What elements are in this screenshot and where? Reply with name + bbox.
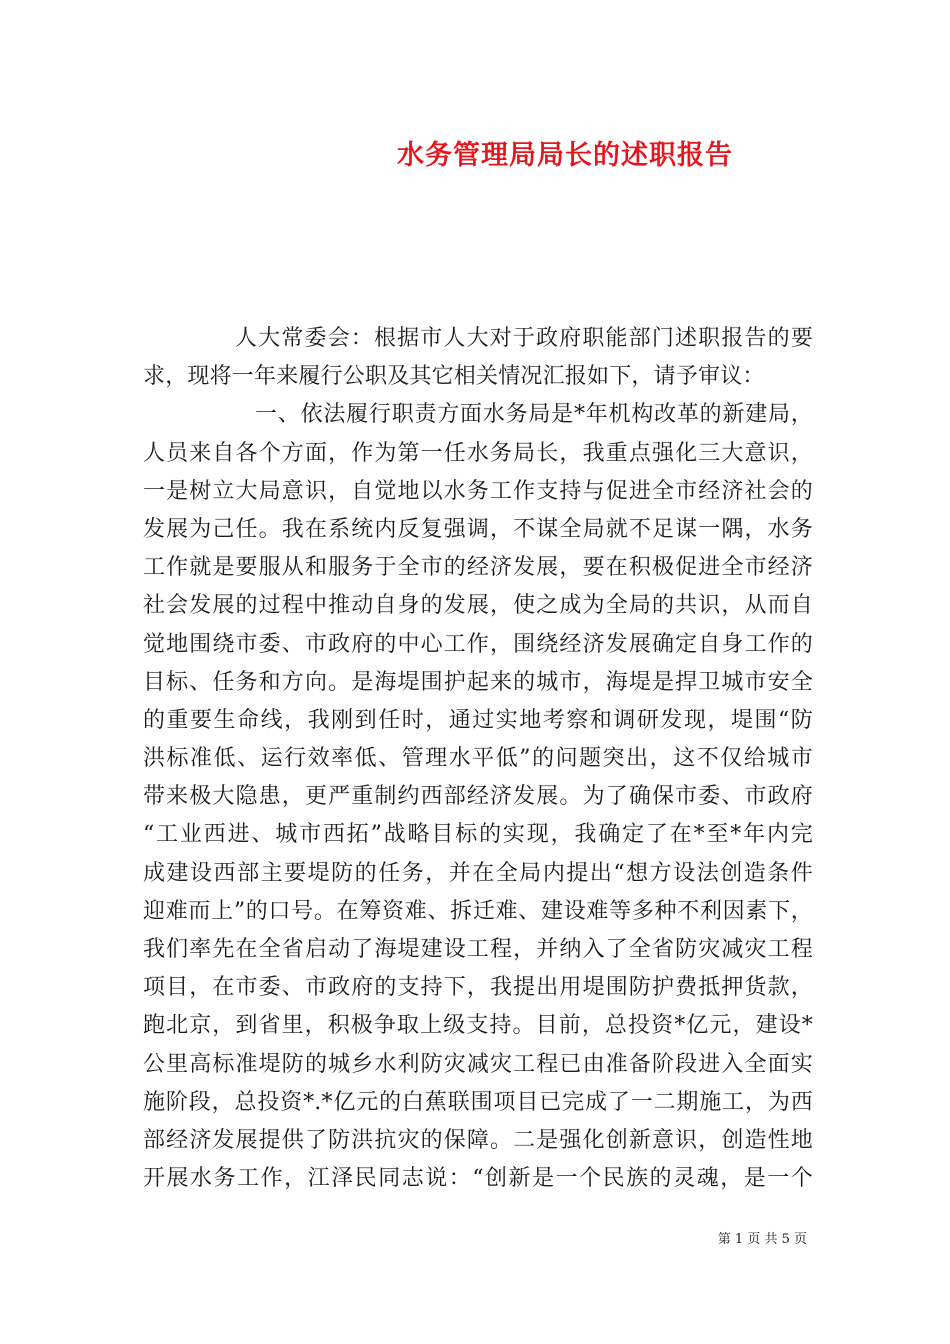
paragraph-2-line-18: 公里高标准堤防的城乡水利防灾减灾工程已由准备阶段进入全面实 (143, 1051, 813, 1077)
paragraph-2-line-13: 成建设西部主要堤防的任务，并在全局内提出“想方设法创造条件 (143, 860, 813, 886)
paragraph-2-line-6: 社会发展的过程中推动自身的发展，使之成为全局的共识，从而自 (143, 593, 813, 619)
paragraph-2-line-10: 洪标准低、运行效率低、管理水平低”的问题突出，这不仅给城市 (143, 746, 813, 772)
paragraph-2-line-21: 开展水务工作，江泽民同志说：“创新是一个民族的灵魂，是一个 (143, 1166, 813, 1192)
paragraph-2-line-12: “工业西进、城市西拓”战略目标的实现，我确定了在*至*年内完 (143, 822, 813, 848)
paragraph-2-line-7: 觉地围绕市委、市政府的中心工作，围绕经济发展确定自身工作的 (143, 631, 813, 657)
page-number-footer: 第 1 页 共 5 页 (717, 1232, 807, 1247)
paragraph-2-line-19: 施阶段，总投资*.*亿元的白蕉联围项目已完成了一二期施工，为西 (143, 1089, 813, 1115)
paragraph-2-line-2: 人员来自各个方面，作为第一任水务局长，我重点强化三大意识， (143, 440, 813, 466)
paragraph-2-line-8: 目标、任务和方向。是海堤围护起来的城市，海堤是捍卫城市安全 (143, 669, 813, 695)
document-title: 水务管理局局长的述职报告 (397, 140, 733, 171)
paragraph-2-line-20: 部经济发展提供了防洪抗灾的保障。二是强化创新意识，创造性地 (143, 1127, 813, 1153)
document-body (143, 320, 813, 1198)
paragraph-2-line-9: 的重要生命线，我刚到任时，通过实地考察和调研发现，堤围“防 (143, 707, 813, 733)
paragraph-2-line-14: 迎难而上”的口号。在筹资难、拆迁难、建设难等多种不利因素下， (143, 898, 813, 924)
paragraph-2-line-16: 项目，在市委、市政府的支持下，我提出用堤围防护费抵押货款， (143, 975, 813, 1001)
paragraph-2-line-5: 工作就是要服从和服务于全市的经济发展，要在积极促进全市经济 (143, 555, 813, 581)
paragraph-2-line-17: 跑北京，到省里，积极争取上级支持。目前，总投资*亿元，建设* (143, 1013, 813, 1039)
paragraph-2-line-1: 一、依法履行职责方面水务局是*年机构改革的新建局， (255, 402, 813, 428)
paragraph-2-line-4: 发展为己任。我在系统内反复强调，不谋全局就不足谋一隅，水务 (143, 516, 813, 542)
paragraph-2-line-3: 一是树立大局意识，自觉地以水务工作支持与促进全市经济社会的 (143, 478, 813, 504)
paragraph-1-line-1: 人大常委会：根据市人大对于政府职能部门述职报告的要 (235, 326, 813, 351)
paragraph-1-line-2: 求，现将一年来履行公职及其它相关情况汇报如下，请予审议： (143, 364, 765, 390)
paragraph-2-line-11: 带来极大隐患，更严重制约西部经济发展。为了确保市委、市政府 (143, 784, 813, 810)
paragraph-2-line-15: 我们率先在全省启动了海堤建设工程，并纳入了全省防灾减灾工程 (143, 937, 813, 962)
